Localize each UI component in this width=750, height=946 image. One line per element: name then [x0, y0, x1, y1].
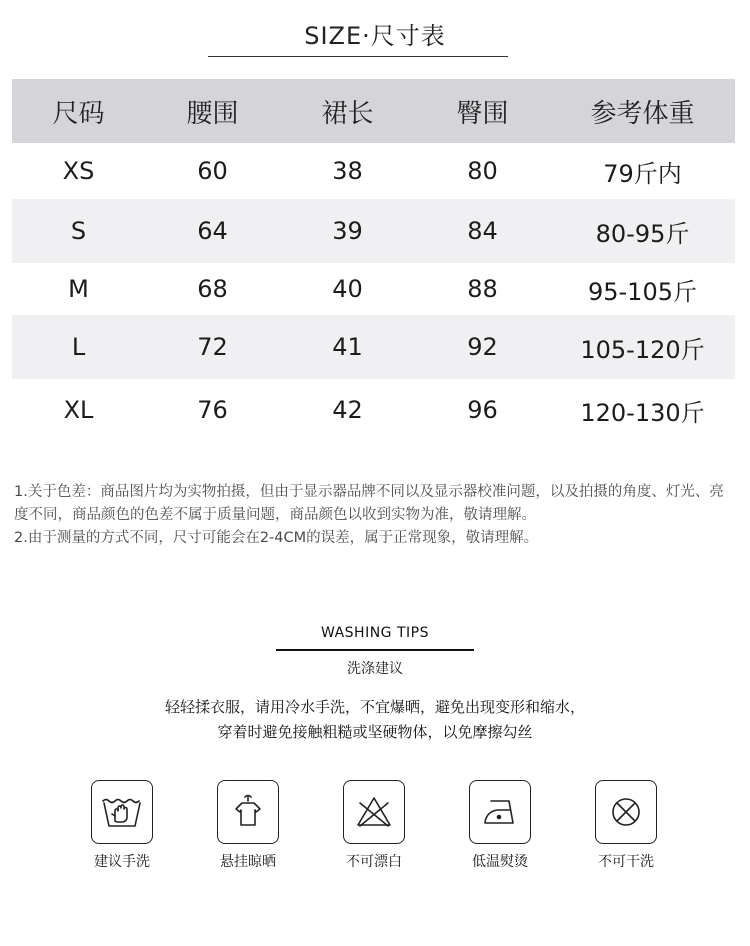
table-cell: 80-95斤 [595, 219, 690, 248]
table-row [12, 263, 735, 315]
table-cell: XS [62, 157, 95, 185]
table-cell: 120-130斤 [580, 398, 705, 427]
table-cell: 76 [197, 396, 228, 424]
table-cell: XL [63, 396, 94, 424]
washing-tips-subtitle: 洗涤建议 [347, 661, 403, 677]
hand-wash-icon [91, 780, 153, 844]
table-cell: 80 [467, 157, 498, 185]
low-temp-iron-label: 低温熨烫 [472, 854, 528, 870]
table-cell: 41 [332, 333, 363, 361]
no-bleach-icon [343, 780, 405, 844]
washing-description [0, 695, 750, 745]
table-cell: 92 [467, 333, 498, 361]
no-bleach-label: 不可漂白 [346, 854, 402, 870]
size-chart-title: SIZE·尺寸表 [304, 22, 446, 50]
table-cell: M [68, 275, 89, 303]
table-cell: 95-105斤 [587, 277, 697, 306]
table-cell: 68 [197, 275, 228, 303]
washing-tips-title: WASHING TIPS [321, 625, 429, 641]
notes-block [14, 481, 738, 550]
header-cell: 臀围 [456, 98, 509, 129]
table-row [12, 199, 735, 263]
table-row [12, 379, 735, 441]
header-cell: 裙长 [321, 98, 374, 129]
note-measurement-error: 2.由于测量的方式不同，尺寸可能会在2-4CM的误差，属于正常现象，敬请理解。 [14, 530, 539, 546]
washing-desc-line: 穿着时避免接触粗糙或坚硬物体，以免摩擦勾丝 [217, 723, 533, 741]
header-cell: 尺码 [52, 98, 105, 129]
size-table [12, 79, 735, 441]
table-cell: 38 [332, 157, 363, 185]
table-cell: 88 [467, 275, 498, 303]
table-cell: 42 [332, 396, 363, 424]
table-cell: 64 [197, 217, 228, 245]
header-cell: 参考体重 [590, 98, 695, 129]
table-cell: 96 [467, 396, 498, 424]
table-cell: L [71, 333, 86, 361]
washing-title-rule [276, 649, 474, 651]
washing-desc-line: 轻轻揉衣服，请用冷水手洗，不宜爆晒，避免出现变形和缩水， [164, 698, 585, 716]
low-temp-iron-icon [469, 780, 531, 844]
hang-dry-icon [217, 780, 279, 844]
note-color-difference: 1.关于色差：商品图片均为实物拍摄，但由于显示器品牌不同以及显示器校准问题，以及拍摄的角度、灯光、亮度不同，商品颜色的色差不属于质量问题，商品颜色以收到实物为准，敬请理解。 [14, 484, 724, 523]
no-dry-clean-label: 不可干洗 [598, 854, 654, 870]
table-cell: 60 [197, 157, 228, 185]
table-row [12, 315, 735, 379]
hang-dry-label: 悬挂晾晒 [220, 854, 276, 870]
table-cell: 84 [467, 217, 498, 245]
table-row [12, 143, 735, 199]
table-cell: 79斤内 [603, 159, 682, 188]
table-cell: 40 [332, 275, 363, 303]
hand-wash-label: 建议手洗 [94, 854, 150, 870]
table-cell: 39 [332, 217, 363, 245]
table-cell: 72 [197, 333, 228, 361]
table-cell: 105-120斤 [580, 335, 705, 364]
size-title-rule [208, 56, 508, 57]
table-cell: S [70, 217, 87, 245]
no-dry-clean-icon [595, 780, 657, 844]
table-header-row [12, 79, 735, 143]
header-cell: 腰围 [186, 98, 239, 129]
